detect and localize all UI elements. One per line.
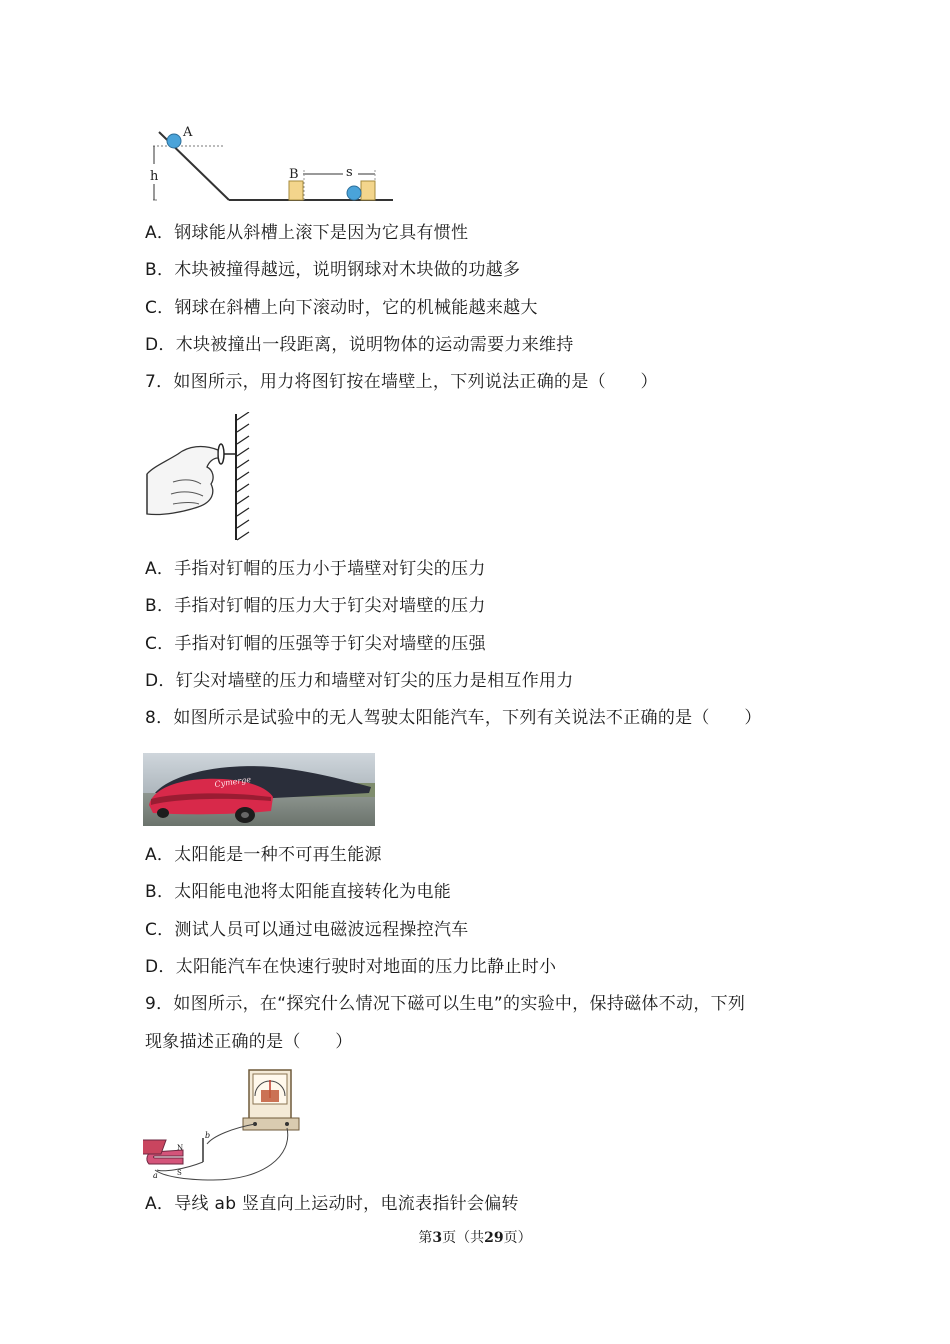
- q7-option-c: C．手指对钉帽的压强等于钉尖对墙壁的压强: [145, 634, 486, 654]
- label-h: h: [150, 169, 159, 184]
- label-B: B: [289, 167, 299, 182]
- label-A: A: [183, 125, 193, 140]
- q9-stem-line1: 9．如图所示，在“探究什么情况下磁可以生电”的实验中，保持磁体不动，下列: [145, 994, 746, 1014]
- q6-option-b: B．木块被撞得越远，说明钢球对木块做的功越多: [145, 260, 521, 280]
- incline-ball-figure: [143, 122, 398, 204]
- q9-option-a: A．导线 ab 竖直向上运动时，电流表指针会偏转: [145, 1194, 519, 1214]
- thumbtack-figure: [143, 412, 255, 544]
- car-logo-text: Cymerge: [214, 774, 252, 789]
- q6-option-d: D．木块被撞出一段距离，说明物体的运动需要力来维持: [145, 335, 574, 355]
- page-footer: [0, 1227, 950, 1247]
- q8-stem: 8．如图所示是试验中的无人驾驶太阳能汽车，下列有关说法不正确的是（ ）: [145, 708, 762, 728]
- footer-page-number: 3: [432, 1230, 443, 1246]
- footer-total-pages: 29: [484, 1230, 504, 1246]
- solar-car-photo: [143, 753, 375, 826]
- q7-option-a: A．手指对钉帽的压力小于墙壁对钉尖的压力: [145, 559, 486, 579]
- q7-stem: 7．如图所示，用力将图钉按在墙壁上，下列说法正确的是（ ）: [145, 372, 658, 392]
- label-a: a: [153, 1171, 158, 1180]
- q8-option-b: B．太阳能电池将太阳能直接转化为电能: [145, 882, 452, 902]
- q9-stem-line2: 现象描述正确的是（ ）: [145, 1032, 353, 1052]
- label-b: b: [205, 1131, 211, 1140]
- footer-mid: 页（共: [442, 1230, 485, 1246]
- q8-option-a: A．太阳能是一种不可再生能源: [145, 845, 382, 865]
- q8-option-c: C．测试人员可以通过电磁波远程操控汽车: [145, 920, 469, 940]
- q7-option-d: D．钉尖对墙壁的压力和墙壁对钉尖的压力是相互作用力: [145, 671, 574, 691]
- footer-prefix: 第: [418, 1230, 433, 1246]
- q8-option-d: D．太阳能汽车在快速行驶时对地面的压力比静止时小: [145, 957, 557, 977]
- label-S: S: [177, 1169, 182, 1177]
- q7-option-b: B．手指对钉帽的压力大于钉尖对墙壁的压力: [145, 596, 486, 616]
- electromagnetic-induction-figure: [143, 1066, 305, 1186]
- label-N: N: [177, 1144, 184, 1152]
- footer-suffix: 页）: [503, 1230, 532, 1246]
- q6-option-a: A．钢球能从斜槽上滚下是因为它具有惯性: [145, 223, 469, 243]
- q6-option-c: C．钢球在斜槽上向下滚动时，它的机械能越来越大: [145, 298, 538, 318]
- label-s: s: [346, 165, 353, 180]
